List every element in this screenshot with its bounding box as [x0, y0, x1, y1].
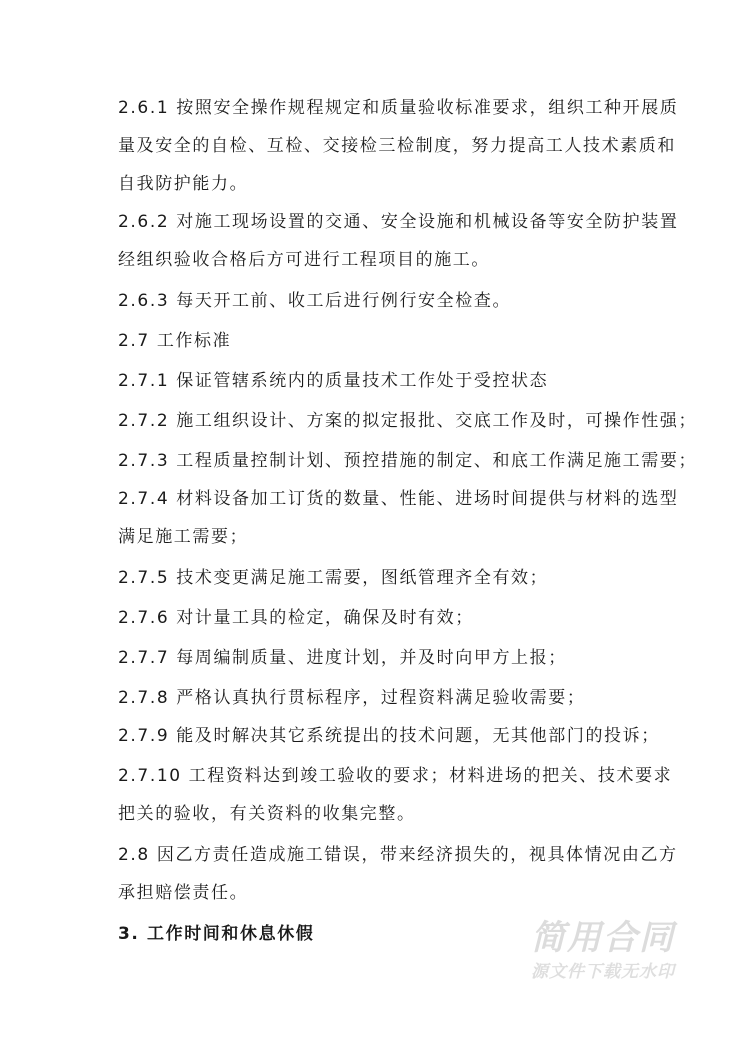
- text-line: 承担赔偿责任。: [118, 883, 249, 903]
- text-line: 2.6.2 对施工现场设置的交通、安全设施和机械设备等安全防护装置: [118, 212, 679, 232]
- text-line: 2.7.9 能及时解决其它系统提出的技术问题，无其他部门的投诉；: [118, 726, 660, 746]
- text-line: 2.7 工作标准: [118, 331, 232, 351]
- watermark-title: 简用合同: [531, 918, 675, 958]
- text-line: 2.7.2 施工组织设计、方案的拟定报批、交底工作及时，可操作性强；: [118, 411, 698, 431]
- text-line: 2.7.6 对计量工具的检定，确保及时有效；: [118, 608, 474, 628]
- text-line: 2.8 因乙方责任造成施工错误，带来经济损失的，视具体情况由乙方: [118, 845, 678, 865]
- text-line: 量及安全的自检、互检、交接检三检制度，努力提高工人技术素质和: [118, 136, 676, 156]
- text-line: 2.7.10 工程资料达到竣工验收的要求；材料进场的把关、技术要求: [118, 766, 673, 786]
- watermark: [508, 918, 698, 984]
- text-line: 2.7.8 严格认真执行贯标程序，过程资料满足验收需要；: [118, 688, 586, 708]
- text-line: 自我防护能力。: [118, 174, 249, 194]
- section-heading: 3. 工作时间和休息休假: [118, 924, 315, 944]
- text-line: 2.7.3 工程质量控制计划、预控措施的制定、和底工作满足施工需要；: [118, 451, 698, 471]
- text-line: 2.7.5 技术变更满足施工需要，图纸管理齐全有效；: [118, 568, 549, 588]
- text-line: 满足施工需要；: [118, 527, 249, 547]
- text-line: 把关的验收，有关资料的收集完整。: [118, 804, 416, 824]
- text-line: 2.7.7 每周编制质量、进度计划，并及时向甲方上报；: [118, 648, 567, 668]
- text-line: 2.6.1 按照安全操作规程规定和质量验收标准要求，组织工种开展质: [118, 98, 679, 118]
- text-line: 2.6.3 每天开工前、收工后进行例行安全检查。: [118, 291, 512, 311]
- text-line: 2.7.4 材料设备加工订货的数量、性能、进场时间提供与材料的选型: [118, 489, 679, 509]
- text-line: 经组织验收合格后方可进行工程项目的施工。: [118, 250, 490, 270]
- watermark-subtitle: 源文件下载无水印: [531, 962, 675, 982]
- text-line: 2.7.1 保证管辖系统内的质量技术工作处于受控状态: [118, 371, 549, 391]
